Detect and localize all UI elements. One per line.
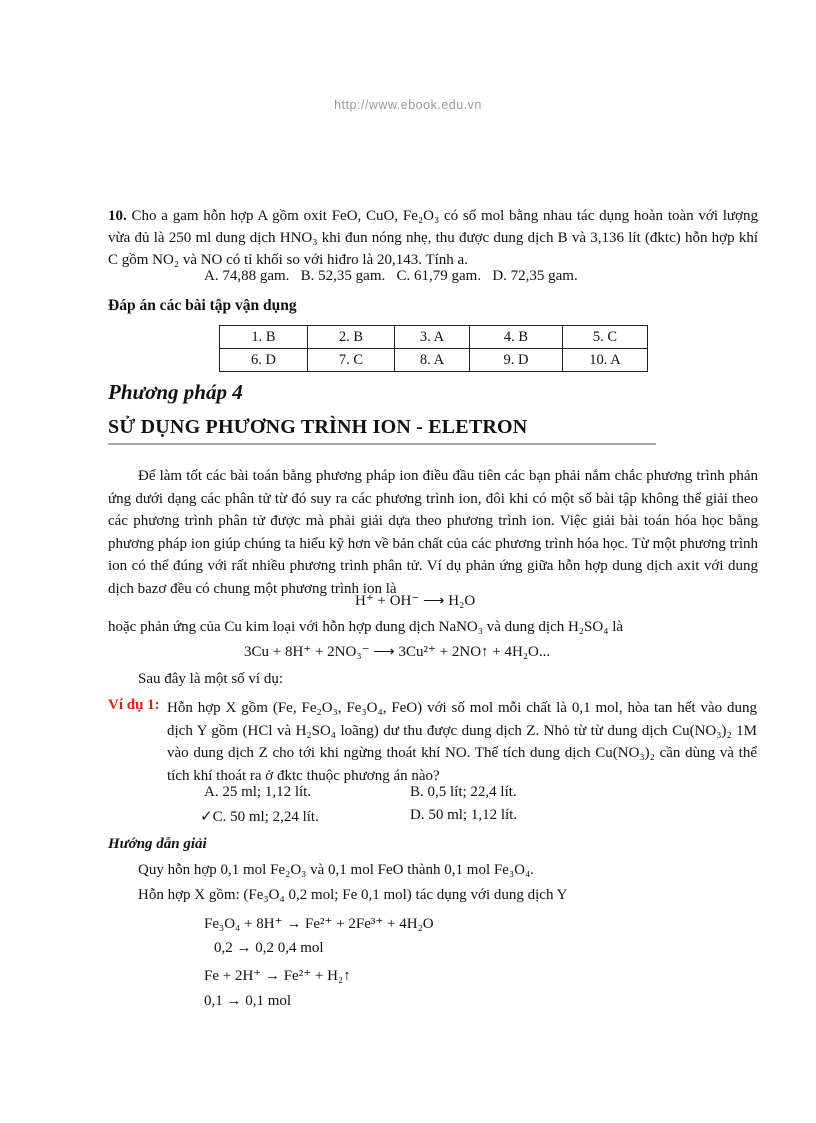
option-d: D. 50 ml; 1,12 lít. [410,807,518,823]
table-row [220,326,648,349]
option-b: B. 0,5 lít; 22,4 lít. [410,784,517,800]
table-cell: 9. D [470,349,563,372]
question-text: Cho a gam hỗn hợp A gồm oxit FeO, CuO, Fe₂O₃ có số mol bằng nhau tác dụng hoàn toàn với lượng vừa đủ là 250 ml dung dịch HNO₃ khi đun nóng nhẹ, thu được dung dịch B và 3,136 lít (đktc) hỗn hợp khí C gồm NO₂ và NO có tỉ khối so với hiđro là 20,143. Tính a. [108,208,758,268]
question-10 [108,205,758,271]
answer-table [219,325,648,372]
table-cell: 3. A [395,326,470,349]
method-label: Phương pháp 4 [108,380,243,404]
table-cell: 4. B [470,326,563,349]
solution-line: Quy hỗn hợp 0,1 mol Fe₂O₃ và 0,1 mol FeO thành 0,1 mol Fe₃O₄. [138,862,534,878]
title-divider [108,443,656,445]
reaction-line: Fe + 2H⁺ → Fe²⁺ + H₂↑ [204,968,351,984]
solution-heading: Hướng dẫn giải [108,836,207,852]
header-url: http://www.ebook.edu.vn [334,98,482,112]
question-number: 10. [108,208,127,224]
table-cell: 6. D [220,349,308,372]
equation-copper: 3Cu + 8H⁺ + 2NO₃⁻ ⟶ 3Cu²⁺ + 2NO↑ + 4H₂O... [244,644,551,660]
method-title: SỬ DỤNG PHƯƠNG TRÌNH ION - ELETRON [108,416,528,438]
option-c: ✓C. 50 ml; 2,24 lít. [200,809,319,825]
reaction-line: Fe₃O₄ + 8H⁺ → Fe²⁺ + 2Fe³⁺ + 4H₂O [204,916,434,932]
question-10-options: A. 74,88 gam. B. 52,35 gam. C. 61,79 gam. D. 72,35 gam. [204,268,578,284]
option-a: A. 25 ml; 1,12 lít. [204,784,312,800]
mole-line: 0,1 → 0,1 mol [204,993,292,1009]
table-row [220,349,648,372]
table-cell: 8. A [395,349,470,372]
text-paragraph: Sau đây là một số ví dụ: [138,671,283,687]
equation-neutralization: H⁺ + OH⁻ ⟶ H₂O [355,593,476,609]
example-label: Ví dụ 1: [108,697,160,713]
text-paragraph: hoặc phản ứng của Cu kim loại với hỗn hợp dung dịch NaNO₃ và dung dịch H₂SO₄ là [108,619,624,635]
table-cell: 2. B [308,326,395,349]
table-cell: 10. A [563,349,648,372]
example-text: Hỗn hợp X gồm (Fe, Fe₂O₃, Fe₃O₄, FeO) với số mol mỗi chất là 0,1 mol, hòa tan hết vào dung dịch Y gồm (HCl và H₂SO₄ loãng) dư thu được dung dịch Z. Nhỏ từ từ dung dịch Cu(NO₃)₂ 1M vào dung dịch Z cho tới khi ngừng thoát khí NO. Thể tích dung dịch Cu(NO₃)₂ cần dùng và thể tích khí thoát ra ở đktc thuộc phương án nào? [167,700,757,784]
table-cell: 5. C [563,326,648,349]
answers-heading: Đáp án các bài tập vận dụng [108,297,297,314]
intro-paragraph: Để làm tốt các bài toán bằng phương pháp ion điều đầu tiên các bạn phải nắm chắc phương trình phản ứng dưới dạng các phân tử từ đó suy ra các phương trình ion, đôi khi có một số bài tập không thể giải theo các phương trình phân tử được mà phải giải dựa theo phương trình ion. Việc giải bài toán hóa học bằng phương pháp ion giúp chúng ta hiểu kỹ hơn về bản chất của các phương trình hóa học. Từ một phương trình ion có thể đúng với rất nhiều phương trình phân tử. Ví dụ phản ứng giữa hỗn hợp dung dịch axit với dung dịch bazơ đều có chung một phương trình ion là [108,468,758,597]
solution-line: Hỗn hợp X gồm: (Fe₃O₄ 0,2 mol; Fe 0,1 mol) tác dụng với dung dịch Y [138,887,568,903]
table-cell: 1. B [220,326,308,349]
table-cell: 7. C [308,349,395,372]
mole-line: 0,2 → 0,2 0,4 mol [214,940,324,956]
